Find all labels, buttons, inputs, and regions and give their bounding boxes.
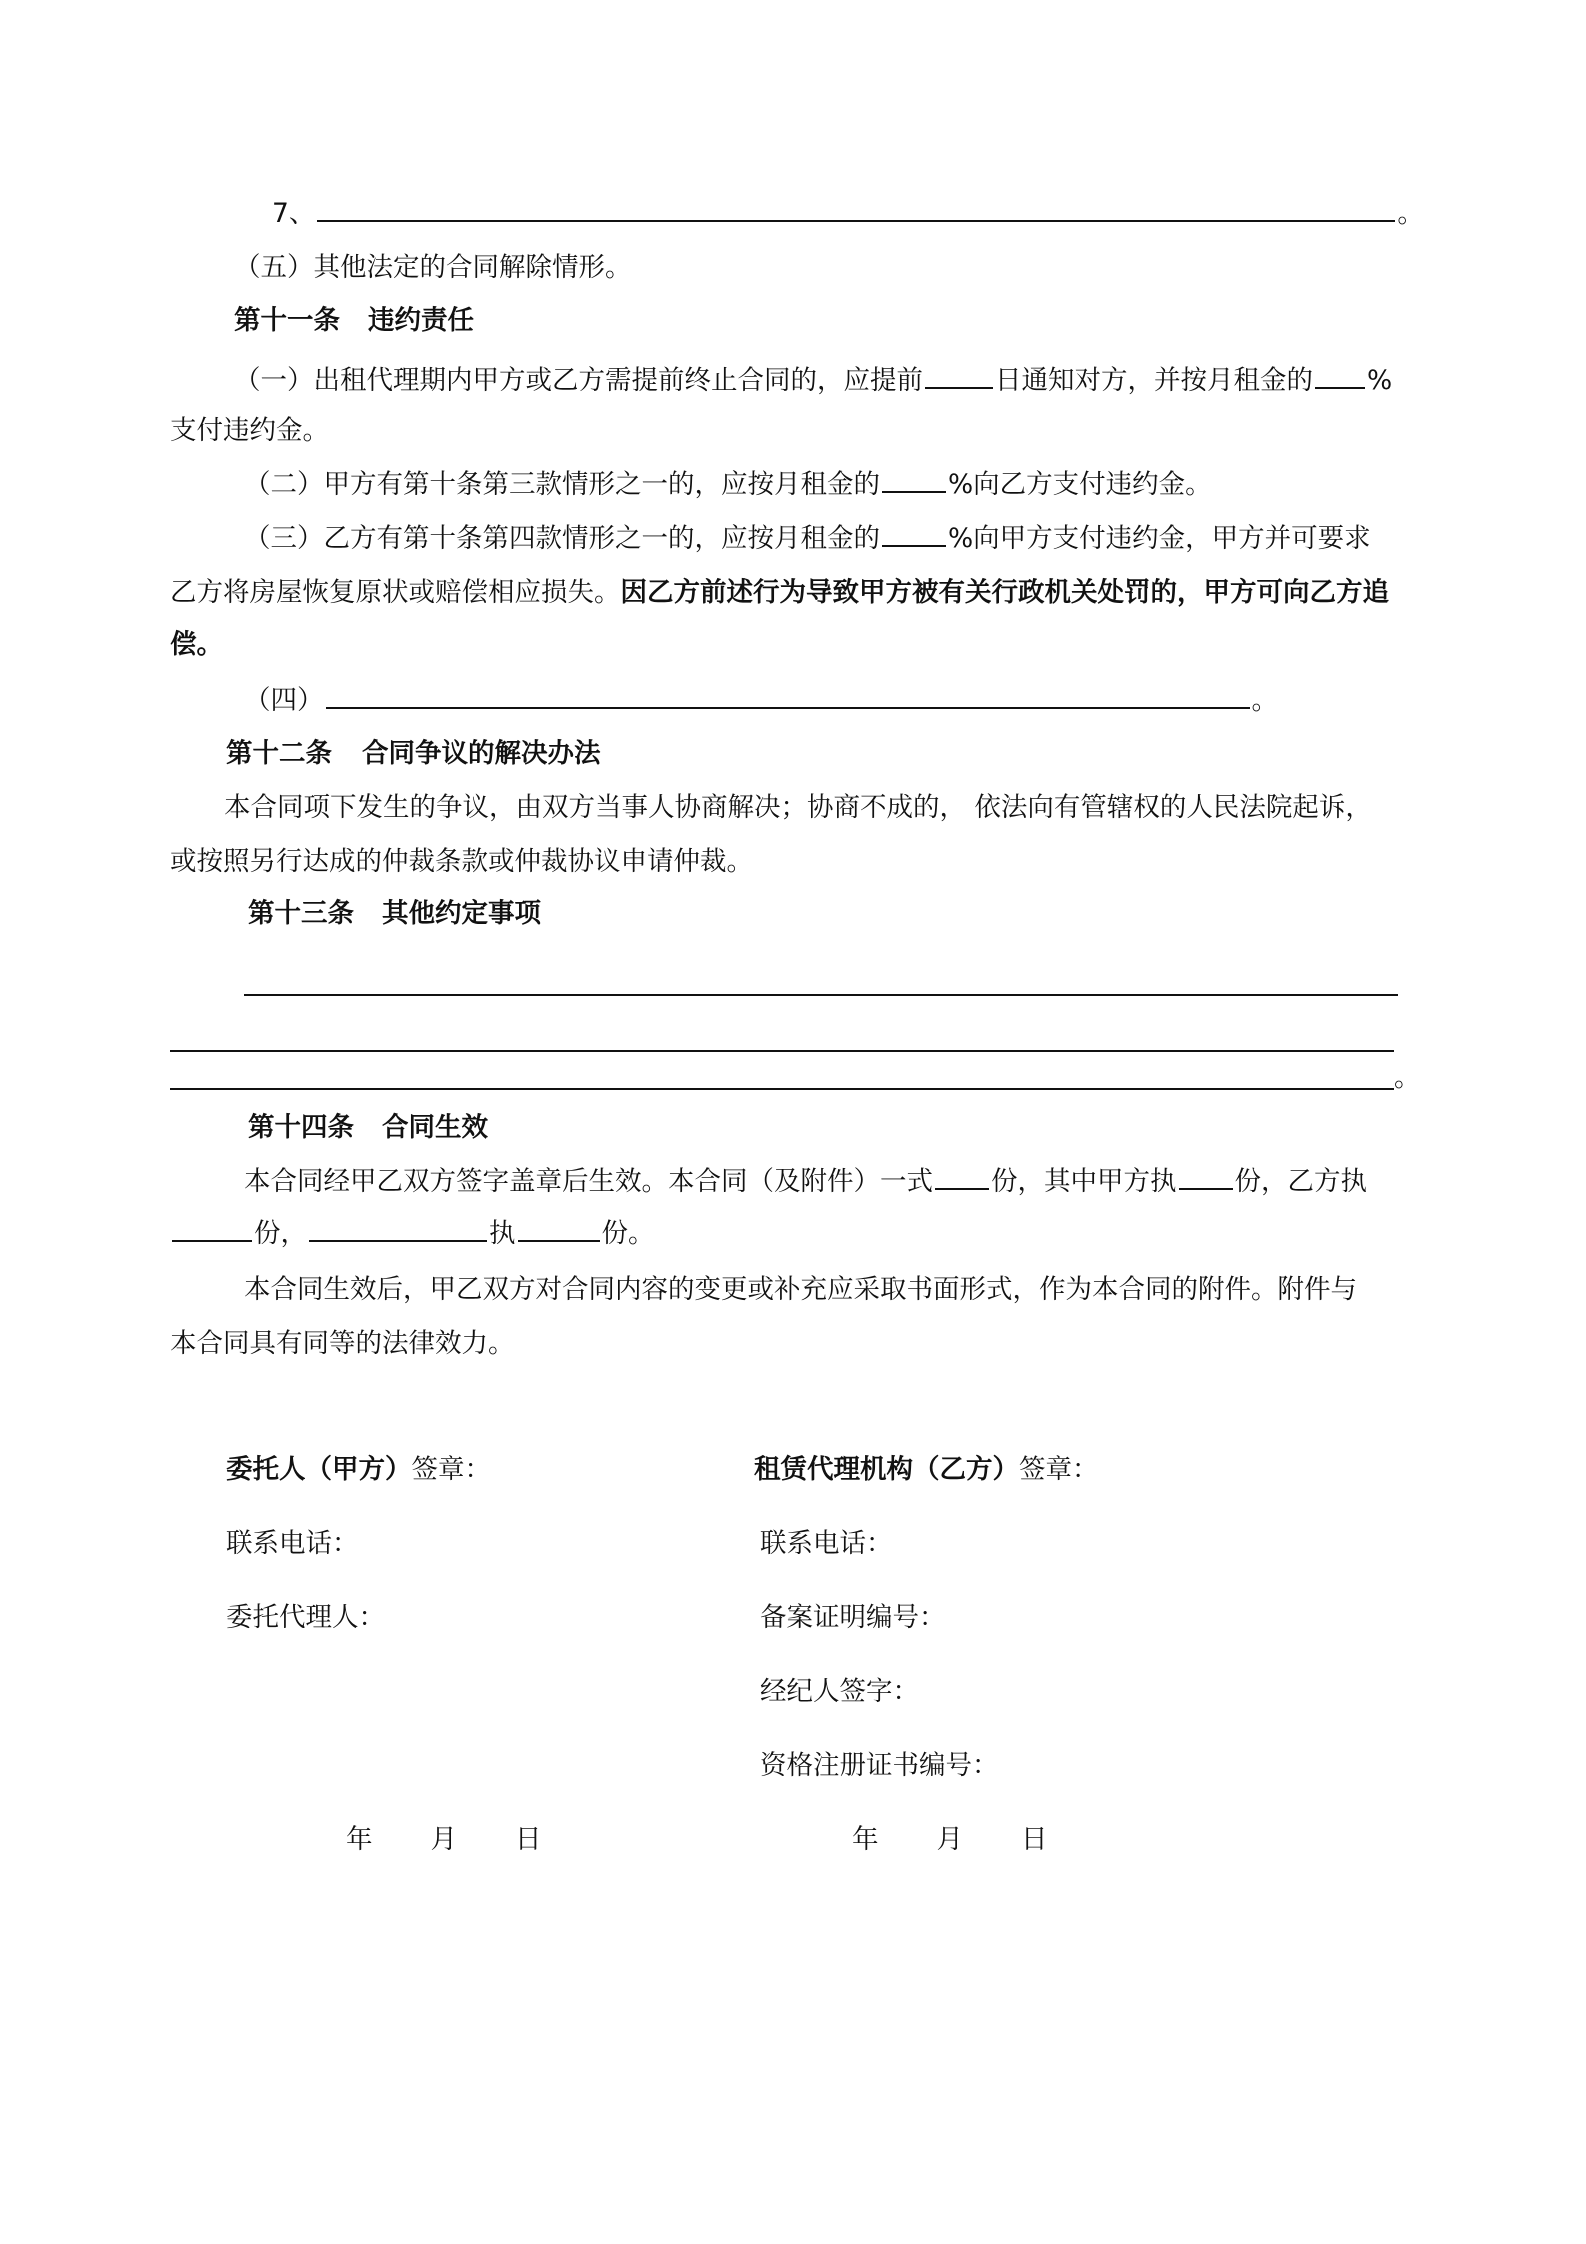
article-12-paragraph-line-2: 或按照另行达成的仲裁条款或仲裁协议申请仲裁。: [170, 846, 753, 877]
article-14-paragraph-line-2: [170, 1216, 655, 1252]
article-11-number: 第十一条: [234, 305, 340, 336]
article-14-text-c: 份，乙方执: [1234, 1166, 1367, 1197]
article-12-title: 合同争议的解决办法: [362, 738, 601, 769]
article-14-paragraph-line-4: 本合同具有同等的法律效力。: [170, 1328, 515, 1359]
party-a-month-label: 月: [430, 1824, 457, 1855]
party-b-title: 租赁代理机构（乙方）: [754, 1454, 1019, 1485]
party-b-copies-blank[interactable]: [172, 1216, 252, 1242]
article-11-item-2-text-a: （二）甲方有第十条第三款情形之一的，应按月租金的: [244, 469, 880, 500]
penalty-percent-blank-1[interactable]: [1315, 363, 1365, 389]
article-11-item-3-line-3: 偿。: [170, 629, 223, 660]
article-12-number: 第十二条: [226, 738, 332, 769]
party-a-agent-label: 委托代理人：: [226, 1602, 385, 1633]
party-b-seal-label: 签章：: [1019, 1454, 1099, 1485]
article-13-heading: [248, 896, 541, 932]
penalty-percent-blank-2[interactable]: [882, 467, 946, 493]
percent-sign: %: [1367, 365, 1393, 396]
party-a-title: 委托人（甲方）: [226, 1454, 412, 1485]
notice-days-blank[interactable]: [925, 363, 993, 389]
party-b-month-label: 月: [936, 1824, 963, 1855]
party-b-phone-label: 联系电话：: [760, 1528, 893, 1559]
article-11-item-1-text-b: 日通知对方，并按月租金的: [995, 365, 1313, 396]
article-11-item-3-text-b: %向甲方支付违约金，甲方并可要求: [948, 523, 1371, 554]
party-a-seal-label: 签章：: [411, 1454, 491, 1485]
party-a-year-label: 年: [346, 1824, 373, 1855]
article-11-item-3-text-d: 因乙方前述行为导致甲方被有关行政机关处罚的，甲方可向乙方追: [620, 577, 1389, 608]
article-11-item-4-label: （四）: [244, 685, 324, 716]
article-11-item-1-line-1: [234, 363, 1392, 399]
party-a-copies-blank[interactable]: [1179, 1164, 1233, 1190]
other-holder-blank[interactable]: [309, 1216, 487, 1242]
party-b-signature-label: [754, 1452, 1099, 1488]
article-14-paragraph-line-3: 本合同生效后，甲乙双方对合同内容的变更或补充应采取书面形式，作为本合同的附件。附件与: [244, 1274, 1357, 1305]
article-14-text-f: 份。: [601, 1218, 655, 1249]
article-11-item-3-text-a: （三）乙方有第十条第四款情形之一的，应按月租金的: [244, 523, 880, 554]
article-10-item-5: （五）其他法定的合同解除情形。: [234, 252, 632, 283]
article-13-blank-line-1[interactable]: [244, 994, 1398, 996]
article-13-number: 第十三条: [248, 898, 354, 929]
article-11-item-4-end: 。: [1251, 685, 1278, 716]
article-11-item-1-line-2: 支付违约金。: [170, 415, 329, 446]
article-11-item-3-line-1: [244, 521, 1371, 557]
broker-signature-label: 经纪人签字：: [760, 1676, 919, 1707]
article-11-title: 违约责任: [368, 305, 474, 336]
party-b-date: [852, 1822, 1048, 1858]
article-13-title: 其他约定事项: [382, 898, 541, 929]
qualification-cert-number-label: 资格注册证书编号：: [760, 1750, 999, 1781]
article-13-blank-line-2[interactable]: [170, 1050, 1394, 1052]
party-a-day-label: 日: [515, 1824, 542, 1855]
article-14-title: 合同生效: [382, 1112, 488, 1143]
party-b-year-label: 年: [852, 1824, 879, 1855]
article-12-paragraph-line-1: 本合同项下发生的争议，由双方当事人协商解决；协商不成的， 依法向有管辖权的人民法院起诉，: [224, 792, 1372, 823]
party-a-signature-label: [226, 1452, 491, 1488]
article-14-text-a: 本合同经甲乙双方签字盖章后生效。本合同（及附件）一式: [244, 1166, 933, 1197]
item-7-line: [272, 196, 1424, 232]
article-11-item-2-text-b: %向乙方支付违约金。: [948, 469, 1212, 500]
article-13-blank-line-3[interactable]: [170, 1088, 1394, 1090]
article-11-heading: [234, 303, 474, 339]
item-7-number: 7、: [272, 198, 316, 229]
article-14-text-b: 份，其中甲方执: [991, 1166, 1177, 1197]
party-b-day-label: 日: [1021, 1824, 1048, 1855]
article-11-item-2: [244, 467, 1212, 503]
other-holder-copies-blank[interactable]: [518, 1216, 600, 1242]
article-11-item-3-line-2: [170, 575, 1389, 611]
party-b-record-number-label: 备案证明编号：: [760, 1602, 946, 1633]
party-a-phone-label: 联系电话：: [226, 1528, 359, 1559]
article-11-item-4: [244, 683, 1278, 719]
article-11-item-1-text-a: （一）出租代理期内甲方或乙方需提前终止合同的，应提前: [234, 365, 923, 396]
article-12-heading: [226, 736, 601, 772]
article-14-heading: [248, 1110, 488, 1146]
total-copies-blank[interactable]: [935, 1164, 989, 1190]
article-11-item-3-text-c: 乙方将房屋恢复原状或赔偿相应损失。: [170, 577, 621, 608]
item-7-end: 。: [1397, 198, 1424, 229]
article-14-paragraph-line-1: [244, 1164, 1367, 1200]
article-14-number: 第十四条: [248, 1112, 354, 1143]
article-13-end: 。: [1394, 1062, 1421, 1093]
penalty-percent-blank-3[interactable]: [882, 521, 946, 547]
article-14-text-d: 份，: [254, 1218, 307, 1249]
article-11-item-4-blank[interactable]: [326, 683, 1250, 709]
article-14-text-e: 执: [489, 1218, 516, 1249]
item-7-blank[interactable]: [317, 196, 1395, 222]
party-a-date: [346, 1822, 542, 1858]
